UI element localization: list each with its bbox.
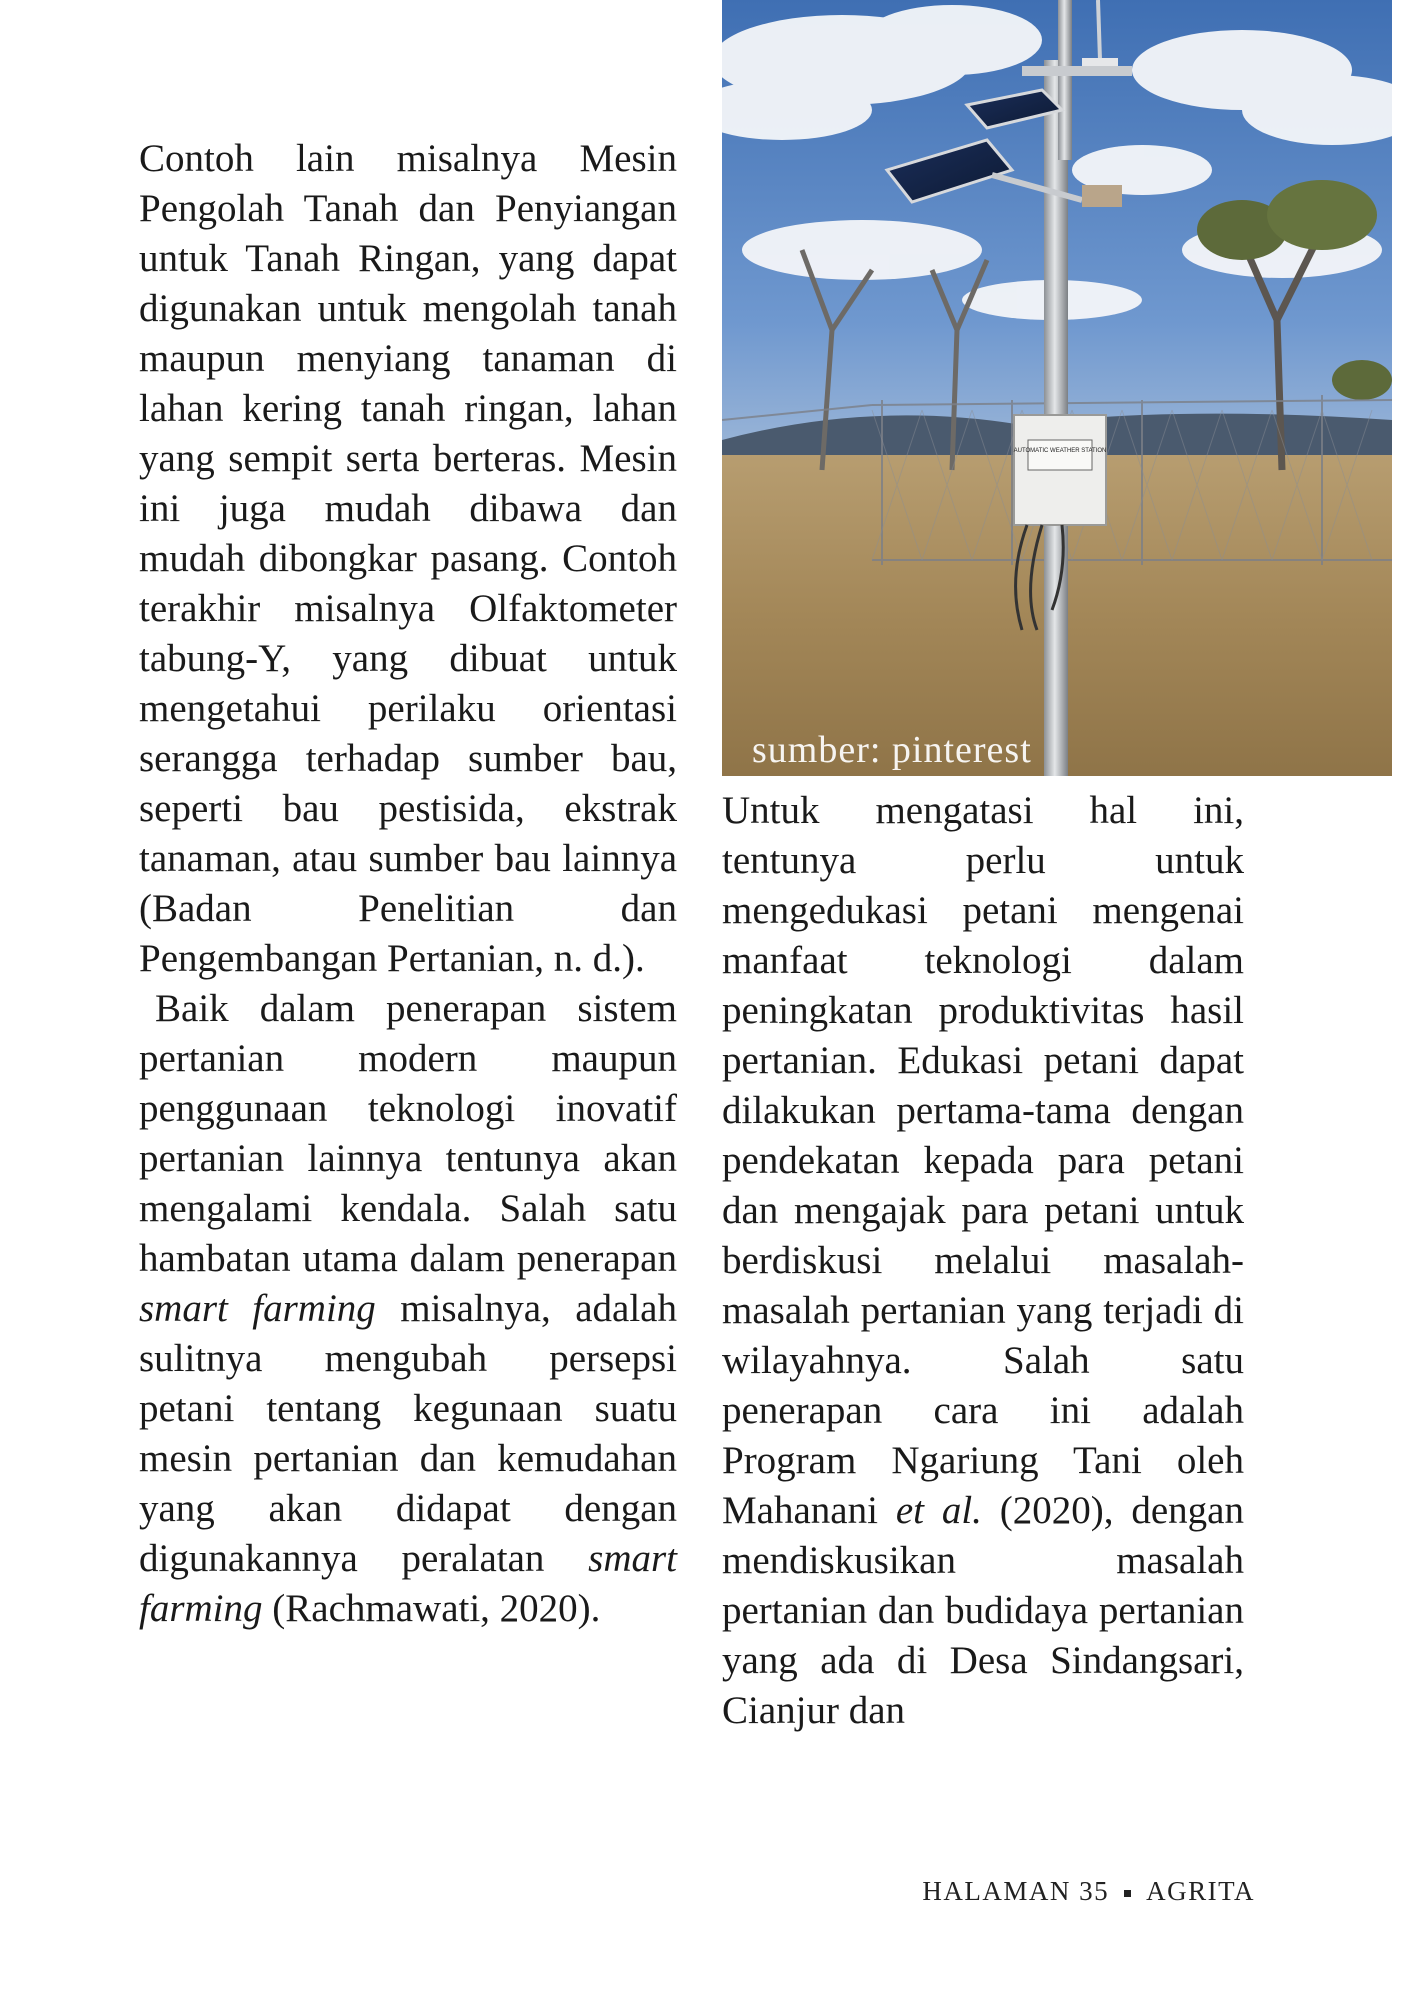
page-number: HALAMAN 35 xyxy=(922,1876,1110,1906)
antenna xyxy=(1098,0,1100,60)
page-footer xyxy=(922,1876,1255,1907)
paragraph-machines: Contoh lain misalnya Mesin Pengolah Tanah dan Penyiangan untuk Tanah Ringan, yang dapat digunakan untuk mengolah tanah maupun menyiang tanaman di lahan kering tanah ringan, lahan yang sempit serta berteras. Mesin ini juga mudah dibawa dan mudah dibongkar pasang. Contoh terakhir misalnya Olfaktometer tabung-Y, yang dibuat untuk mengetahui perilaku orientasi serangga terhadap sumber bau, seperti bau pestisida, ekstrak tanaman, atau sumber bau lainnya (Badan Penelitian dan Pengembangan Pertanian, n. d.). xyxy=(139,137,677,980)
paragraph-education xyxy=(722,786,1244,1736)
crossarm xyxy=(1022,66,1132,76)
magazine-name: AGRITA xyxy=(1146,1876,1255,1906)
paragraph-education-part1: Untuk mengatasi hal ini, tentunya perlu untuk mengedukasi petani mengenai manfaat teknologi dalam peningkatan produktivitas hasil pertanian. Edukasi petani dapat dilakukan pertama-tama dengan pendekatan kepada para petani dan mengajak para petani untuk berdiskusi melalui masalah-masalah pertanian yang terjadi di wilayahnya. Salah satu penerapan cara ini adalah Program Ngariung Tani oleh Mahanani xyxy=(722,789,1244,1532)
paragraph-obstacles xyxy=(139,984,677,1634)
left-text-column xyxy=(139,134,677,1634)
weather-station-image xyxy=(722,0,1392,776)
paragraph-education-part2: (2020), dengan mendiskusikan masalah pertanian dan budidaya pertanian yang ada di Desa Sindangsari, Cianjur dan xyxy=(722,1489,1244,1732)
footer-separator xyxy=(1124,1890,1131,1897)
weather-station-photo xyxy=(722,0,1392,776)
enclosure-label-plate xyxy=(1028,440,1092,470)
term-smart-farming-2: smart farming xyxy=(139,1537,677,1630)
term-smart-farming: smart farming xyxy=(139,1287,376,1330)
paragraph-obstacles-part1: Baik dalam penerapan sistem pertanian modern maupun penggunaan teknologi inovatif pertanian lainnya tentunya akan mengalami kendala. Salah satu hambatan utama dalam penerapan xyxy=(139,987,677,1280)
enclosure-label: AUTOMATIC WEATHER STATION xyxy=(1013,448,1107,454)
paragraph-obstacles-part2: misalnya, adalah sulitnya mengubah persepsi petani tentang kegunaan suatu mesin pertanian dan kemudahan yang akan didapat dengan digunakannya peralatan xyxy=(139,1287,677,1580)
sensor-housing xyxy=(1082,185,1122,207)
photo-caption: sumber: pinterest xyxy=(752,729,1032,771)
paragraph-obstacles-part3: (Rachmawati, 2020). xyxy=(262,1587,601,1630)
upper-mast xyxy=(1058,0,1072,160)
right-text-column xyxy=(722,786,1244,1736)
term-et-al: et al. xyxy=(895,1489,982,1532)
